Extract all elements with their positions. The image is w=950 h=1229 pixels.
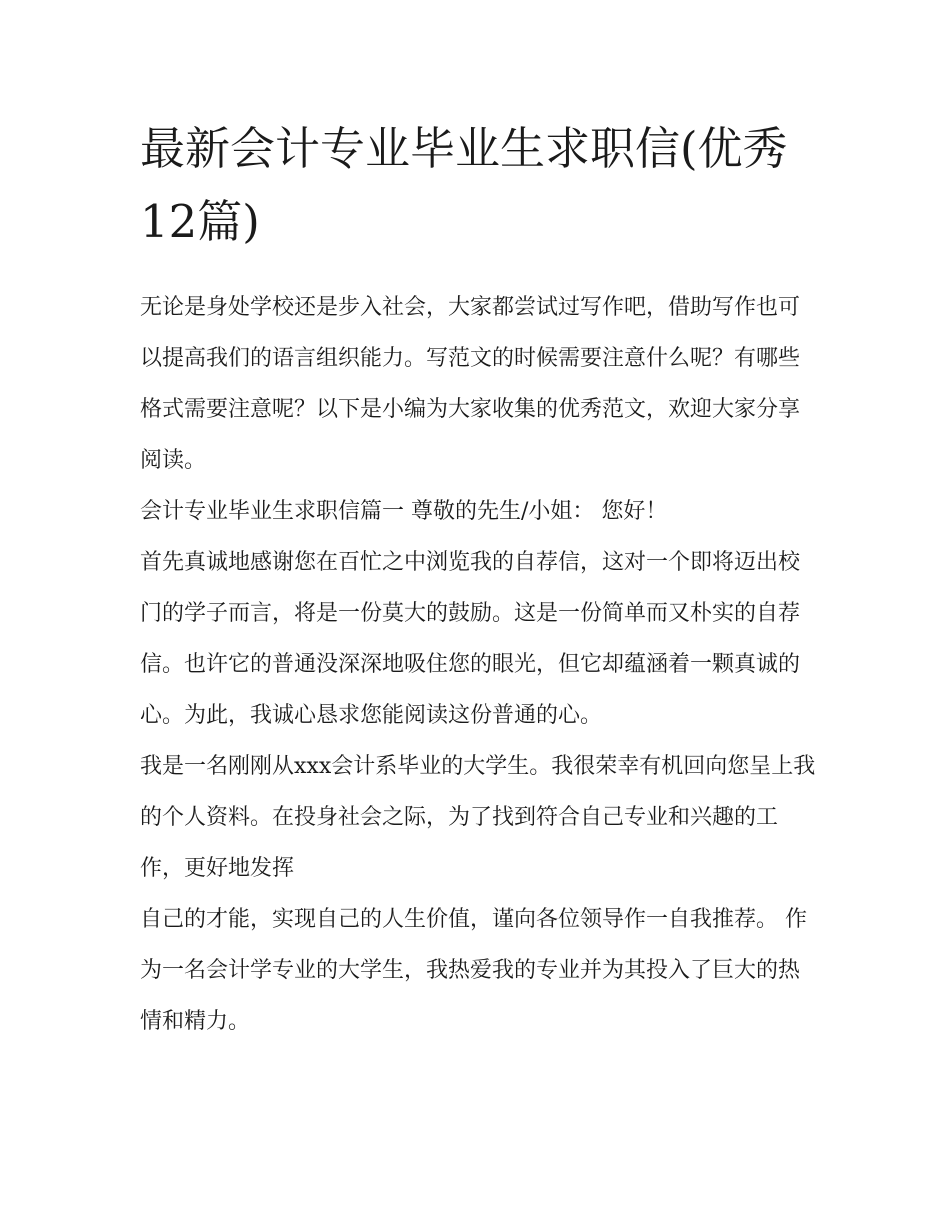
paragraph-introduction: 我是一名刚刚从xxx会计系毕业的大学生。我很荣幸有机回向您呈上我的个人资料。在投身社会之际，为了找到符合自己专业和兴趣的工作，更好地发挥 bbox=[140, 754, 816, 881]
document-title: 最新会计专业毕业生求职信(优秀12篇) bbox=[140, 122, 788, 248]
paragraph-salutation: 会计专业毕业生求职信篇一 尊敬的先生/小姐： 您好！ bbox=[140, 499, 668, 524]
paragraph-thanks: 首先真诚地感谢您在百忙之中浏览我的自荐信，这对一个即将迈出校门的学子而言，将是一份莫大的鼓励。这是一份简单而又朴实的自荐信。也许它的普通没深深地吸住您的眼光，但它却蕴涵着一颗真诚的心。为此，我诚心恳求您能阅读这份普通的心。 bbox=[140, 550, 801, 728]
paragraph-recommendation: 自己的才能，实现自己的人生价值，谨向各位领导作一自我推荐。 作为一名会计学专业的大学生，我热爱我的专业并为其投入了巨大的热情和精力。 bbox=[140, 907, 807, 1034]
paragraph-intro: 无论是身处学校还是步入社会，大家都尝试过写作吧，借助写作也可以提高我们的语言组织能力。写范文的时候需要注意什么呢？有哪些格式需要注意呢？以下是小编为大家收集的优秀范文，欢迎大家分享阅读。 bbox=[140, 295, 801, 473]
document-body bbox=[140, 282, 820, 1047]
